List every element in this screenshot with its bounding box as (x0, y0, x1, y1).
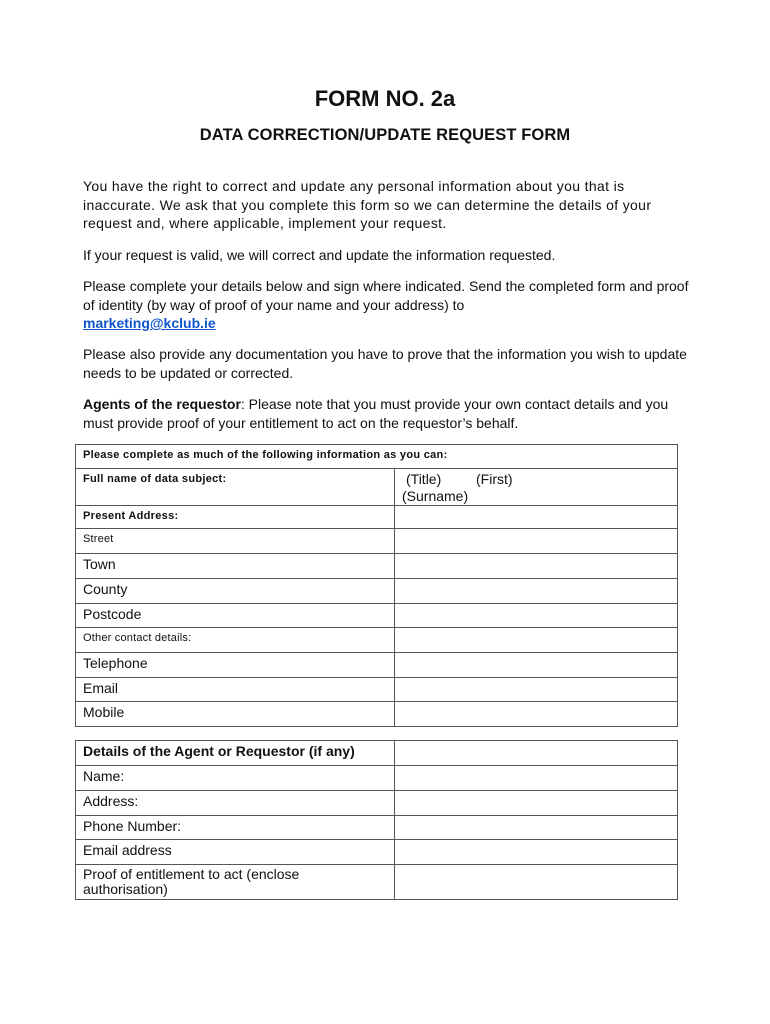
mobile-label: Mobile (76, 702, 395, 727)
intro-paragraph-documentation: Please also provide any documentation you have to prove that the information you wish to update needs to be updated or corrected. (83, 346, 687, 381)
agent-name-label: Name: (76, 766, 395, 791)
subject-table-header: Please complete as much of the following information as you can: (76, 445, 678, 469)
other-contact-label: Other contact details: (76, 628, 395, 653)
intro-paragraph-rights: You have the right to correct and update any personal information about you that is inaccurate. We ask that you complete this form so we can determine the details of your request and, where applicable, implement your request. (83, 178, 652, 231)
postcode-field[interactable] (395, 604, 678, 628)
town-field[interactable] (395, 554, 678, 579)
agent-address-field[interactable] (395, 791, 678, 816)
name-surname-hint: (Surname) (402, 488, 469, 504)
email-label: Email (76, 678, 395, 702)
postcode-label: Postcode (76, 604, 395, 628)
agent-email-field[interactable] (395, 840, 678, 865)
intro-paragraph-send (83, 277, 695, 333)
agent-table-header: Details of the Agent or Requestor (if any) (76, 741, 395, 766)
form-title: DATA CORRECTION/UPDATE REQUEST FORM (199, 126, 571, 144)
agent-phone-label: Phone Number: (76, 816, 395, 840)
present-address-field[interactable] (395, 506, 678, 529)
email-field[interactable] (395, 678, 678, 702)
intro-paragraph-agents (83, 395, 695, 432)
other-contact-field[interactable] (395, 628, 678, 653)
full-name-label: Full name of data subject: (76, 469, 395, 506)
agents-label: Agents of the requestor (83, 396, 241, 412)
county-field[interactable] (395, 579, 678, 604)
county-label: County (76, 579, 395, 604)
name-title-hint: (Title) (406, 471, 442, 487)
full-name-field[interactable] (395, 469, 678, 506)
agent-header-field (395, 741, 678, 766)
contact-email-link[interactable]: marketing@kclub.ie (83, 315, 216, 331)
data-subject-table (75, 444, 678, 727)
agent-name-field[interactable] (395, 766, 678, 791)
send-instructions-text: Please complete your details below and sign where indicated. Send the completed form and proof of identity (by way of proof of your name and your address) to (83, 278, 689, 313)
agents-text: : Please note that you must provide your own contact details and you must provide proof of your entitlement to act on the requestor’s behalf. (83, 396, 669, 431)
agent-proof-label: Proof of entitlement to act (enclose authorisation) (76, 865, 395, 900)
street-label: Street (76, 529, 395, 554)
agent-proof-field[interactable] (395, 865, 678, 900)
present-address-label: Present Address: (76, 506, 395, 529)
telephone-field[interactable] (395, 653, 678, 678)
name-first-hint: (First) (476, 471, 513, 487)
form-number: FORM NO. 2a (314, 86, 456, 111)
intro-paragraph-valid: If your request is valid, we will correct and update the information requested. (83, 247, 556, 263)
street-field[interactable] (395, 529, 678, 554)
telephone-label: Telephone (76, 653, 395, 678)
agent-phone-field[interactable] (395, 816, 678, 840)
agent-address-label: Address: (76, 791, 395, 816)
mobile-field[interactable] (395, 702, 678, 727)
agent-table (75, 740, 678, 900)
town-label: Town (76, 554, 395, 579)
agent-email-label: Email address (76, 840, 395, 865)
